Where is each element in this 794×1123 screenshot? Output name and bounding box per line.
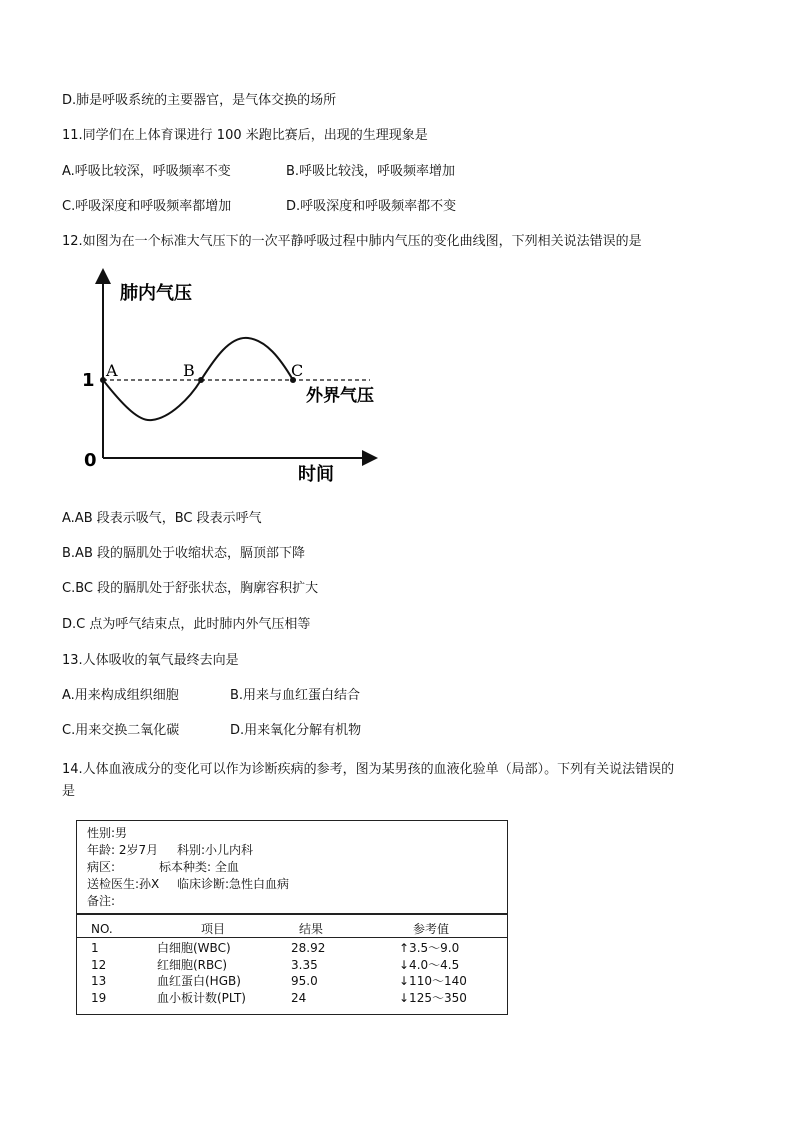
- header-ref: 参考值: [413, 922, 450, 936]
- report-specimen: 标本种类: 全血: [159, 860, 239, 874]
- row-ref: ↓4.0～4.5: [399, 958, 460, 972]
- x-axis-label: 时间: [298, 464, 334, 485]
- q11-option-a: A.呼吸比较深，呼吸频率不变: [62, 164, 231, 179]
- header-item: 项目: [201, 922, 226, 936]
- question-14-line-2: 是: [62, 784, 76, 799]
- blood-test-report: [76, 820, 508, 1015]
- question-12: 12.如图为在一个标准大气压下的一次平静呼吸过程中肺内气压的变化曲线图，下列相关说法错误的是: [62, 234, 642, 249]
- header-result: 结果: [299, 922, 324, 936]
- q11-option-d: D.呼吸深度和呼吸频率都不变: [286, 199, 457, 214]
- row-result: 95.0: [291, 974, 318, 988]
- external-pressure-label: 外界气压: [306, 386, 374, 406]
- q13-option-d: D.用来氧化分解有机物: [230, 723, 362, 738]
- row-item: 血红蛋白(HGB): [157, 974, 241, 988]
- row-result: 28.92: [291, 941, 326, 955]
- point-b-marker: [198, 377, 204, 383]
- report-doctor: 送检医生:孙X: [87, 877, 160, 891]
- report-ward: 病区:: [87, 860, 116, 874]
- report-age: 年龄: 2岁7月: [87, 843, 159, 857]
- q12-option-c: C.BC 段的膈肌处于舒张状态，胸廓容积扩大: [62, 581, 319, 596]
- header-no: NO.: [91, 922, 113, 936]
- row-item: 白细胞(WBC): [157, 941, 231, 955]
- row-ref: ↑3.5～9.0: [399, 941, 460, 955]
- report-note: 备注:: [87, 894, 116, 908]
- q12-option-d: D.C 点为呼气结束点，此时肺内外气压相等: [62, 617, 311, 632]
- row-item: 红细胞(RBC): [157, 958, 228, 972]
- question-11: 11.同学们在上体育课进行 100 米跑比赛后，出现的生理现象是: [62, 128, 428, 143]
- q13-option-a: A.用来构成组织细胞: [62, 688, 179, 703]
- row-no: 12: [91, 958, 107, 972]
- point-a-label: A: [106, 361, 118, 380]
- y-axis-label: 肺内气压: [120, 283, 192, 304]
- option-d-lung: D.肺是呼吸系统的主要器官，是气体交换的场所: [62, 93, 337, 108]
- row-result: 3.35: [291, 958, 318, 972]
- row-no: 13: [91, 974, 107, 988]
- question-13: 13.人体吸收的氧气最终去向是: [62, 653, 239, 668]
- row-ref: ↓110～140: [399, 974, 467, 988]
- row-no: 1: [91, 941, 99, 955]
- tick-0: 0: [84, 450, 97, 471]
- q12-option-b: B.AB 段的膈肌处于收缩状态，膈顶部下降: [62, 546, 305, 561]
- q12-option-a: A.AB 段表示吸气，BC 段表示呼气: [62, 511, 262, 526]
- report-dept: 科别:小儿内科: [177, 843, 254, 857]
- pressure-curve: [103, 338, 293, 420]
- question-14-line-1: 14.人体血液成分的变化可以作为诊断疾病的参考，图为某男孩的血液化验单（局部）。下列有关说法错误的: [62, 762, 675, 777]
- header-divider: [77, 937, 507, 938]
- q13-option-c: C.用来交换二氧化碳: [62, 723, 180, 738]
- q11-option-b: B.呼吸比较浅，呼吸频率增加: [286, 164, 456, 179]
- point-b-label: B: [183, 361, 195, 380]
- report-gender: 性别:男: [87, 826, 128, 840]
- row-result: 24: [291, 991, 307, 1005]
- report-diagnosis: 临床诊断:急性白血病: [177, 877, 290, 891]
- report-divider: [77, 913, 507, 915]
- pressure-graph: [70, 268, 400, 486]
- row-item: 血小板计数(PLT): [157, 991, 246, 1005]
- q13-option-b: B.用来与血红蛋白结合: [230, 688, 361, 703]
- row-no: 19: [91, 991, 107, 1005]
- point-c-label: C: [291, 361, 304, 380]
- q11-option-c: C.呼吸深度和呼吸频率都增加: [62, 199, 232, 214]
- row-ref: ↓125～350: [399, 991, 467, 1005]
- tick-1: 1: [82, 370, 95, 391]
